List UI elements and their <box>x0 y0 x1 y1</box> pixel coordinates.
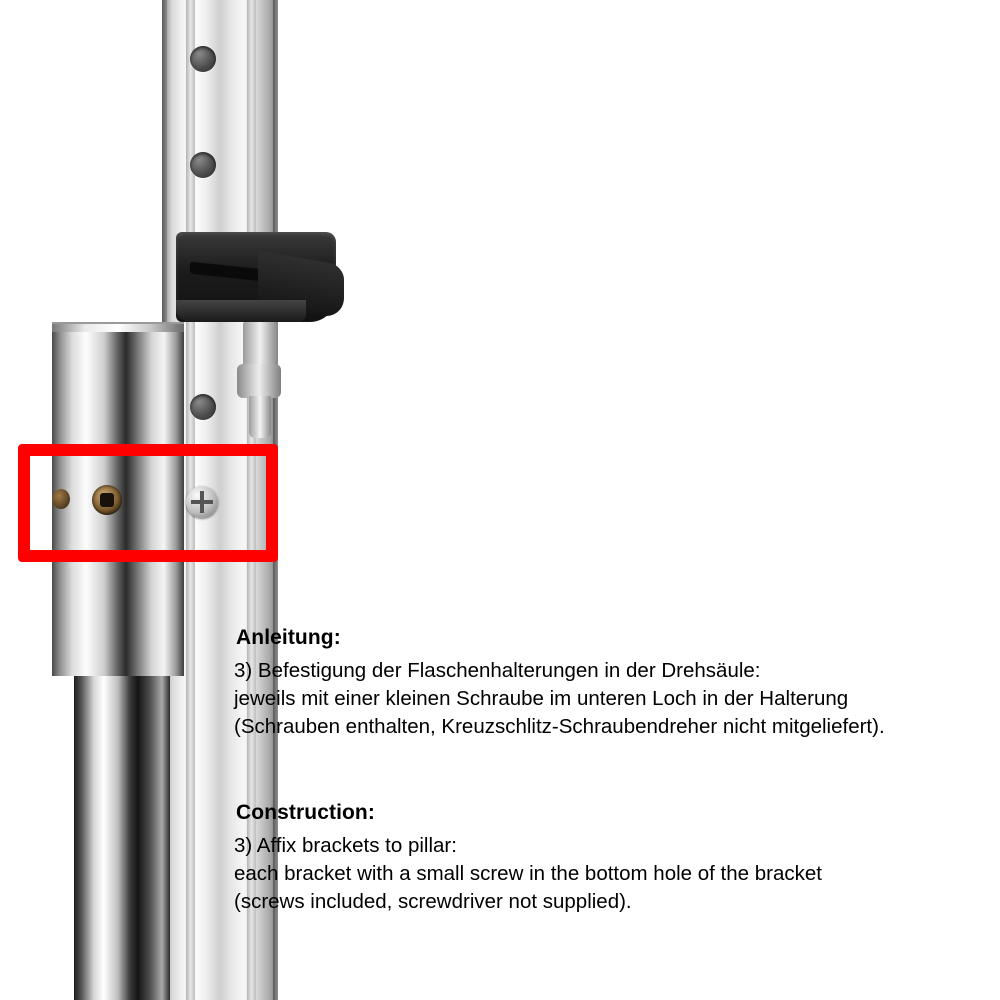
instructions-de-line-1: 3) Befestigung der Flaschenhalterungen in der Drehsäule: <box>234 659 761 682</box>
red-rectangle-highlight-lower-hole <box>18 444 278 562</box>
instructions-en-line-1: 3) Affix brackets to pillar: <box>234 834 457 857</box>
instructions-de-line-3: (Schrauben enthalten, Kreuzschlitz-Schraubendreher nicht mitgeliefert). <box>234 715 885 738</box>
chrome-inner-tube <box>74 676 170 1000</box>
instructions-de-line-2: jeweils mit einer kleinen Schraube im unteren Loch in der Halterung <box>234 687 849 710</box>
thumb-screw-stem <box>243 322 277 366</box>
rail-slot-hole <box>190 46 216 72</box>
instructions-en-heading: Construction: <box>236 801 375 824</box>
instruction-text-panel <box>234 626 974 916</box>
rail-slot-hole <box>190 152 216 178</box>
section-divider <box>234 741 974 801</box>
bracket-lip <box>176 300 306 322</box>
instructions-en-line-3: (screws included, screwdriver not supplied). <box>234 890 632 913</box>
rail-slot-hole <box>190 394 216 420</box>
thumb-screw-tip <box>249 396 271 438</box>
instructions-en-line-2: each bracket with a small screw in the bottom hole of the bracket <box>234 862 822 885</box>
instructions-de-heading: Anleitung: <box>236 626 341 649</box>
thumb-screw-knob <box>237 364 281 398</box>
